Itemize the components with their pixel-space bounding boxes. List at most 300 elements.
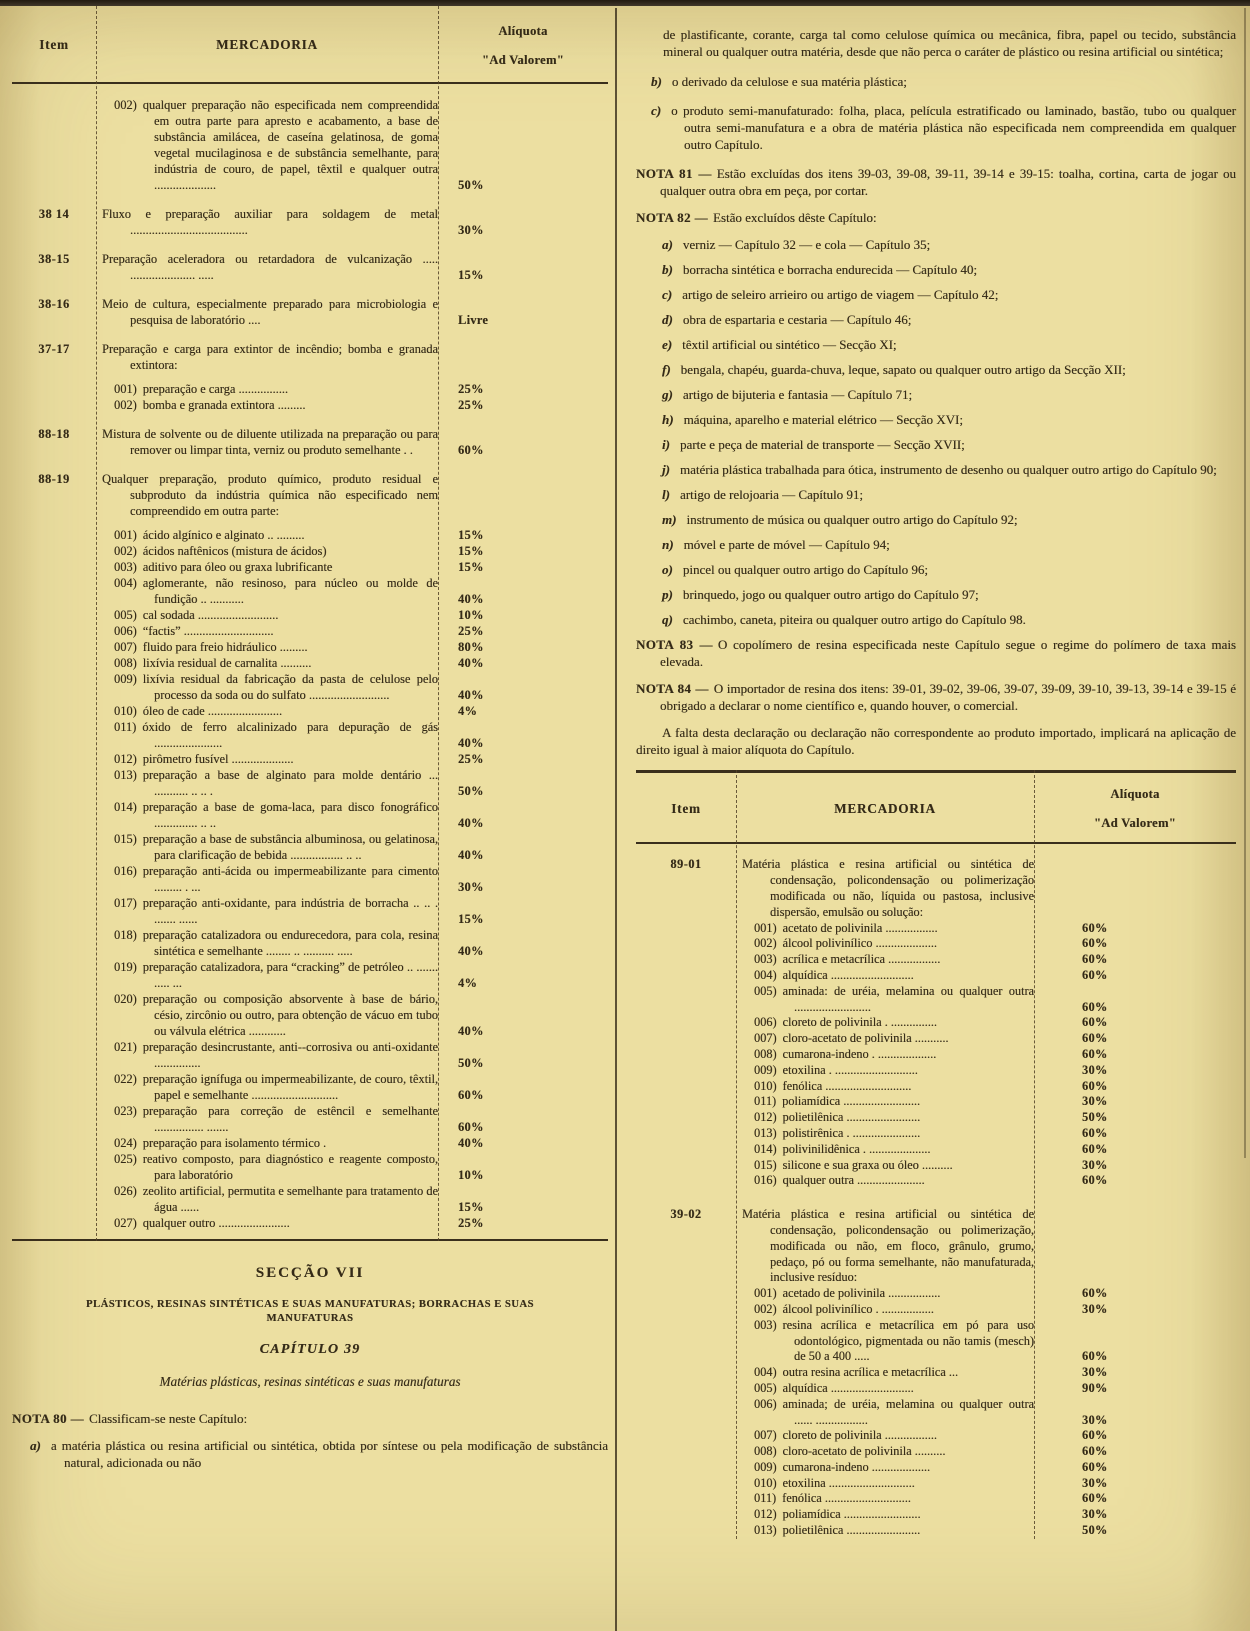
sub-item-code: 005) <box>754 983 777 998</box>
table-row <box>12 799 608 831</box>
table-row <box>12 527 608 543</box>
letter-item <box>636 261 1236 278</box>
letter-item <box>636 386 1236 403</box>
item-number <box>12 719 96 751</box>
rate-value: 60% <box>458 443 484 457</box>
merchandise-description <box>96 703 438 719</box>
letter-item <box>636 411 1236 428</box>
description-text: cloro-acetato de polivinila .......... <box>782 1444 946 1459</box>
item-number <box>636 984 736 1016</box>
table-row <box>12 671 608 703</box>
table-row <box>636 1381 1236 1397</box>
table-row <box>12 97 608 193</box>
description-text: cloro-acetato de polivinila ........... <box>782 1031 949 1046</box>
letter-item <box>636 236 1236 253</box>
letter-item <box>636 511 1236 528</box>
sub-item-code: 007) <box>114 640 137 654</box>
letter-marker: o) <box>662 562 673 578</box>
nota-82-text: Estão excluídos dêste Capítulo: <box>712 210 877 226</box>
description-text: zeolito artificial, permutita e semelhante para tratamento de água ...... <box>142 1184 438 1214</box>
rate-value: 60% <box>1082 1031 1108 1046</box>
letter-item <box>636 586 1236 603</box>
merchandise-description <box>96 296 438 328</box>
item-number <box>636 1428 736 1444</box>
table-row <box>636 1397 1236 1429</box>
item-number <box>12 1071 96 1103</box>
sub-item-code: 003) <box>754 1317 777 1332</box>
sub-item-code: 001) <box>114 382 137 396</box>
merchandise-description <box>736 1428 1034 1444</box>
header-item: Item <box>671 800 701 816</box>
table-row <box>12 559 608 575</box>
sub-item-code: 015) <box>754 1157 777 1172</box>
item-number: 89-01 <box>670 857 702 872</box>
item-number <box>636 1079 736 1095</box>
sub-item-code: 010) <box>754 1078 777 1093</box>
sub-item-code: 002) <box>114 98 137 112</box>
rate-value: 15% <box>458 912 484 926</box>
table-bottom-rule <box>12 1239 608 1241</box>
description-text: lixívia residual de carnalita .......... <box>142 656 312 670</box>
sub-item-code: 004) <box>754 1365 777 1380</box>
rate-value: 60% <box>1082 1015 1108 1030</box>
table-row <box>12 927 608 959</box>
description-text: preparação catalizadora, para “cracking” de petróleo .. ....... ..... ... <box>142 960 438 990</box>
table-row <box>636 1286 1236 1302</box>
letter-item <box>636 486 1236 503</box>
letter-text: máquina, aparelho e material elétrico — Secção XVI; <box>683 412 963 428</box>
letter-text: brinquedo, jogo ou qualquer outro artigo do Capítulo 97; <box>682 587 979 603</box>
merchandise-description <box>736 984 1034 1016</box>
sub-item-code: 005) <box>114 608 137 622</box>
merchandise-description <box>96 527 438 543</box>
sub-item-code: 027) <box>114 1216 137 1230</box>
table-row <box>12 991 608 1039</box>
nota-81 <box>636 165 1236 199</box>
item-number <box>636 1126 736 1142</box>
description-text: “factis” ............................. <box>142 624 274 638</box>
rate-value: 25% <box>458 1216 484 1230</box>
description-text: preparação ignífuga ou impermeabilizante, de couro, têxtil, papel e semelhante ............................ <box>142 1072 438 1102</box>
merchandise-description <box>96 671 438 703</box>
description-text: silicone e sua graxa ou óleo .......... <box>782 1157 953 1172</box>
description-text: Matéria plástica e resina artificial ou sintética de condensação, policondensação ou polimerização modificada ou não, líquida ou pastosa, inclusive dispersão, emulsão ou solução: <box>742 857 1034 919</box>
table-row <box>12 471 608 519</box>
letter-item <box>636 561 1236 578</box>
chapter-description: Matérias plásticas, resinas sintéticas e suas manufaturas <box>159 1374 461 1389</box>
rate-value: 4% <box>458 704 478 718</box>
table-row <box>636 1444 1236 1460</box>
letter-text: pincel ou qualquer outro artigo do Capítulo 96; <box>682 562 928 578</box>
description-text: preparação a base de alginato para molde dentário ... ........... .. .. . <box>142 768 438 798</box>
sub-item-code: 021) <box>114 1040 137 1054</box>
rate-value: 40% <box>458 1136 484 1150</box>
merchandise-description <box>96 206 438 238</box>
sub-item-code: 013) <box>754 1523 777 1538</box>
letter-item <box>636 436 1236 453</box>
sub-item-code: 018) <box>114 928 137 942</box>
sub-item-code: 007) <box>754 1031 777 1046</box>
nota-80-label: NOTA 80 — <box>12 1411 84 1426</box>
merchandise-description <box>96 575 438 607</box>
nota-82-letter-list <box>636 236 1236 628</box>
description-text: Preparação e carga para extintor de incêndio; bomba e granada extintora: <box>102 342 438 372</box>
merchandise-description <box>736 1444 1034 1460</box>
rate-value: 50% <box>1082 1110 1108 1125</box>
description-text: poliamídica ......................... <box>782 1507 921 1522</box>
header-item: Item <box>39 37 69 52</box>
letter-marker: f) <box>662 362 671 378</box>
table-row <box>636 1031 1236 1047</box>
sub-item-code: 024) <box>114 1136 137 1150</box>
rate-value: 60% <box>1082 936 1108 951</box>
section-block <box>12 1265 608 1471</box>
nota-81-text: Estão excluídas dos itens 39-03, 39-08, 39-11, 39-14 e 39-15: toalha, cortina, carta de jogar ou qualquer outra obra em peça, por cortar. <box>660 166 1236 199</box>
letter-marker: m) <box>662 512 677 528</box>
description-text: preparação e carga ................ <box>142 382 289 396</box>
sub-item-code: 011) <box>754 1094 777 1109</box>
merchandise-description <box>96 623 438 639</box>
description-text: Fluxo e preparação auxiliar para soldagem de metal ...................................... <box>102 207 438 237</box>
description-text: óleo de cade ........................ <box>142 704 283 718</box>
sub-item-code: 011) <box>754 1491 777 1506</box>
merchandise-description <box>736 1110 1034 1126</box>
merchandise-description <box>736 1365 1034 1381</box>
description-text: aminada: de uréia, melamina ou qualquer outra ......................... <box>782 983 1034 1014</box>
section-subtitle: PLÁSTICOS, RESINAS SINTÉTICAS E SUAS MANUFATURAS; BORRACHAS E SUAS MANUFATURAS <box>86 1299 534 1324</box>
table-row <box>636 1173 1236 1189</box>
merchandise-description <box>96 559 438 575</box>
description-text: cal sodada .......................... <box>142 608 279 622</box>
rate-value: 60% <box>458 1088 484 1102</box>
table-row <box>12 895 608 927</box>
sub-item-code: 012) <box>114 752 137 766</box>
table-row <box>636 921 1236 937</box>
item-number <box>636 1318 736 1365</box>
rate-value: 40% <box>458 816 484 830</box>
letter-marker: d) <box>662 312 673 328</box>
sub-item-code: 009) <box>114 672 137 686</box>
letter-item <box>636 461 1236 478</box>
table-row <box>636 1094 1236 1110</box>
nota-84-text: O importador de resina dos itens: 39-01, 39-02, 39-06, 39-07, 39-09, 39-10, 39-13, 39-14 e 39-15 é obrigado a declarar o nome científico e, quando houver, o comercial. <box>660 681 1236 714</box>
merchandise-description <box>96 1183 438 1215</box>
merchandise-description <box>736 936 1034 952</box>
merchandise-description <box>736 1126 1034 1142</box>
item-number: 37-17 <box>38 342 70 356</box>
merchandise-description <box>96 251 438 283</box>
rate-value: 60% <box>1082 1125 1108 1140</box>
merchandise-description <box>736 1079 1034 1095</box>
description-text: qualquer preparação não especificada nem compreendida em outra parte para apresto e acabamento, a base de substância amilácea, de caseína gelatinosa, de goma vegetal mucilaginosa e de substância semelhante, para indústria de couro, de papel, têxtil e qualquer outra .................... <box>142 98 438 192</box>
table-row <box>12 341 608 373</box>
table-row <box>12 831 608 863</box>
letter-marker: p) <box>662 587 673 603</box>
rate-value: Livre <box>458 313 489 327</box>
description-text: poliamídica ......................... <box>782 1094 921 1109</box>
item-number <box>12 959 96 991</box>
rate-value: 15% <box>458 528 484 542</box>
rate-value: 80% <box>458 640 484 654</box>
table-row <box>12 543 608 559</box>
rate-value: 60% <box>1082 999 1108 1014</box>
rate-value: 60% <box>1082 1459 1108 1474</box>
merchandise-description <box>736 1381 1034 1397</box>
description-text: fenólica ............................ <box>782 1491 911 1506</box>
letter-marker: b) <box>662 262 673 278</box>
description-text: preparação catalizadora ou endurecedora, para cola, resina sintética e semelhante ........ .. .......... ..... <box>142 928 438 958</box>
description-text: cloreto de polivinila . ............... <box>782 1015 937 1030</box>
table-row <box>12 863 608 895</box>
sub-item-code: 006) <box>754 1396 777 1411</box>
rate-value: 60% <box>1082 1444 1108 1459</box>
sub-item-code: 013) <box>114 768 137 782</box>
nota-80-text: Classificam-se neste Capítulo: <box>88 1411 248 1426</box>
rate-value: 60% <box>1082 1286 1108 1301</box>
merchandise-description <box>96 655 438 671</box>
description-text: ácidos naftênicos (mistura de ácidos) <box>142 544 327 558</box>
rate-value: 40% <box>458 1024 484 1038</box>
rate-value: 30% <box>1082 1157 1108 1172</box>
sub-item-code: 002) <box>114 544 137 558</box>
item-number <box>12 1135 96 1151</box>
letter-marker: b) <box>651 74 662 90</box>
item-number <box>636 1523 736 1539</box>
description-text: álcool polivinílico . ................. <box>782 1301 934 1316</box>
merchandise-description <box>96 397 438 413</box>
sub-item-code: 014) <box>754 1141 777 1156</box>
item-number <box>12 1215 96 1231</box>
top-letter-list <box>636 73 1236 153</box>
rate-value: 30% <box>1082 1301 1108 1316</box>
sub-item-code: 013) <box>754 1125 777 1140</box>
nota-84-label: NOTA 84 — <box>636 681 709 697</box>
table-row <box>12 1039 608 1071</box>
table-row <box>12 751 608 767</box>
letter-marker: a) <box>662 237 673 253</box>
rate-value: 10% <box>458 608 484 622</box>
merchandise-description <box>96 959 438 991</box>
merchandise-description <box>736 1507 1034 1523</box>
rate-value: 30% <box>1082 1365 1108 1380</box>
sub-item-code: 007) <box>754 1428 777 1443</box>
letter-text: cachimbo, caneta, piteira ou qualquer outro artigo do Capítulo 98. <box>682 612 1026 628</box>
description-text: aminada; de uréia, melamina ou qualquer outra ...... ................. <box>782 1396 1034 1427</box>
sub-item-code: 022) <box>114 1072 137 1086</box>
description-text: Mistura de solvente ou de diluente utilizada na preparação ou para remover ou limpar tinta, verniz ou produto semelhante . . <box>102 427 438 457</box>
table-row <box>636 1523 1236 1539</box>
rate-value: 15% <box>458 560 484 574</box>
header-mercadoria: MERCADORIA <box>834 800 936 816</box>
sub-item-code: 004) <box>114 576 137 590</box>
item-number <box>12 1183 96 1215</box>
letter-marker: g) <box>662 387 673 403</box>
table-row <box>12 1151 608 1183</box>
header-aliquota-line1: Alíquota <box>1110 787 1160 802</box>
description-text: cloreto de polivinila ................. <box>782 1428 937 1443</box>
description-text: cumarona-indeno ................... <box>782 1459 931 1474</box>
description-text: alquídica ........................... <box>782 1380 914 1395</box>
rate-value: 30% <box>1082 1094 1108 1109</box>
sub-item-code: 012) <box>754 1110 777 1125</box>
item-number <box>636 1047 736 1063</box>
letter-marker: n) <box>662 537 674 553</box>
item-number <box>12 543 96 559</box>
sub-item-code: 006) <box>754 1015 777 1030</box>
item-number <box>636 1015 736 1031</box>
description-text: pirômetro fusível .................... <box>142 752 294 766</box>
nota-83-label: NOTA 83 — <box>636 637 713 653</box>
table-row <box>636 1110 1236 1126</box>
rate-value: 30% <box>1082 1062 1108 1077</box>
description-text: acetado de polivinila ................. <box>782 1286 941 1301</box>
item-number <box>636 936 736 952</box>
letter-item <box>636 102 1236 153</box>
item-number <box>636 1142 736 1158</box>
merchandise-description <box>96 341 438 373</box>
letter-item <box>636 286 1236 303</box>
table-row <box>636 1079 1236 1095</box>
description-text: preparação ou composição absorvente à base de bário, césio, zircônio ou outro, para obtenção de vácuo em tubo ou válvula elétrica ............ <box>142 992 438 1038</box>
letter-marker: e) <box>662 337 673 353</box>
item-number <box>636 921 736 937</box>
letter-text: parte e peça de material de transporte — Secção XVII; <box>679 437 965 453</box>
nota-82-label: NOTA 82 — <box>636 210 708 226</box>
table-row <box>12 959 608 991</box>
description-text: preparação para isolamento térmico . <box>142 1136 327 1150</box>
nota-83-text: O copolímero de resina especificada neste Capítulo segue o regime do polímero de taxa mais elevada. <box>660 637 1236 670</box>
item-number <box>12 863 96 895</box>
letter-text: verniz — Capítulo 32 — e cola — Capítulo 35; <box>682 237 931 253</box>
item-number <box>636 1460 736 1476</box>
right-column <box>636 6 1236 1539</box>
description-text: acrílica e metacrílica ................. <box>782 952 941 967</box>
sub-item-code: 011) <box>114 720 137 734</box>
table-body <box>636 857 1236 1538</box>
sub-item-code: 010) <box>754 1475 777 1490</box>
merchandise-description <box>96 471 438 519</box>
table-row <box>636 1302 1236 1318</box>
description-text: Qualquer preparação, produto químico, produto residual e subproduto da indústria química não especificado nem compreendido em outra parte: <box>102 472 438 518</box>
letter-marker: q) <box>662 612 673 628</box>
sub-item-code: 003) <box>754 952 777 967</box>
letter-item <box>636 311 1236 328</box>
sub-item-code: 002) <box>754 936 777 951</box>
letter-marker: i) <box>662 437 670 453</box>
rate-value: 50% <box>458 1056 484 1070</box>
table-row <box>12 381 608 397</box>
rate-value: 60% <box>1082 1046 1108 1061</box>
table-row <box>636 936 1236 952</box>
item-number <box>12 1151 96 1183</box>
letter-item <box>636 361 1236 378</box>
merchandise-description <box>736 1158 1034 1174</box>
table-row <box>12 639 608 655</box>
item-number <box>12 895 96 927</box>
table-row <box>636 857 1236 920</box>
rate-value: 25% <box>458 382 484 396</box>
description-text: preparação para correção de estêncil e semelhante ................ ....... <box>142 1104 438 1134</box>
description-text: outra resina acrílica e metacrílica ... <box>782 1365 959 1380</box>
description-text: aglomerante, não resinoso, para núcleo ou molde de fundição .. ........... <box>142 576 438 606</box>
sub-item-code: 008) <box>754 1444 777 1459</box>
table-row <box>12 719 608 751</box>
rate-value: 40% <box>458 848 484 862</box>
sub-item-code: 020) <box>114 992 137 1006</box>
rate-value: 15% <box>458 544 484 558</box>
table-row <box>636 1476 1236 1492</box>
description-text: Matéria plástica e resina artificial ou sintética de condensação, policondensação ou polimerização, modificada ou não, em floco, grânulo, grumo, pedaço, pó ou forma semelhante, não manufaturada, inclusive resíduo: <box>742 1207 1034 1285</box>
description-text: preparação anti-oxidante, para indústria de borracha .. .. . ....... ...... <box>142 896 438 926</box>
sub-item-code: 015) <box>114 832 137 846</box>
merchandise-description <box>96 927 438 959</box>
item-number <box>12 527 96 543</box>
item-number <box>12 767 96 799</box>
merchandise-description <box>96 767 438 799</box>
table-row <box>636 984 1236 1016</box>
merchandise-description <box>736 1318 1034 1365</box>
header-aliquota-line1: Alíquota <box>498 23 548 38</box>
description-text: qualquer outro ....................... <box>142 1216 290 1230</box>
description-text: Meio de cultura, especialmente preparado para microbiologia e pesquisa de laboratório .... <box>102 297 438 327</box>
table-row <box>636 952 1236 968</box>
description-text: álcool polivinílico .................... <box>782 936 937 951</box>
rate-value: 60% <box>458 1120 484 1134</box>
item-number: 38-15 <box>38 252 70 266</box>
sub-item-code: 005) <box>754 1380 777 1395</box>
rate-value: 60% <box>1082 1349 1108 1364</box>
sub-item-code: 026) <box>114 1184 137 1198</box>
rate-value: 50% <box>1082 1523 1108 1538</box>
item-number <box>636 968 736 984</box>
item-number <box>636 1173 736 1189</box>
item-number <box>636 1365 736 1381</box>
item-number <box>12 397 96 413</box>
merchandise-description <box>736 1523 1034 1539</box>
rate-value: 25% <box>458 752 484 766</box>
item-number: 88-19 <box>38 472 70 486</box>
description-text: fenólica ............................ <box>782 1078 912 1093</box>
description-text: Preparação aceleradora ou retardadora de vulcanização ..... ..................... ..... <box>102 252 438 282</box>
letter-text: obra de espartaria e cestaria — Capítulo 46; <box>682 312 912 328</box>
rate-value: 30% <box>1082 1412 1108 1427</box>
item-number <box>12 991 96 1039</box>
rate-value: 15% <box>458 1200 484 1214</box>
merchandise-description <box>96 1103 438 1135</box>
merchandise-description <box>96 991 438 1039</box>
table-row <box>636 1207 1236 1286</box>
merchandise-description <box>736 1286 1034 1302</box>
table-row <box>12 623 608 639</box>
item-number <box>12 927 96 959</box>
rate-value: 10% <box>458 1168 484 1182</box>
letter-text: o produto semi-manufaturado: folha, placa, película estratificado ou laminado, bastão, tubo ou qualquer outra semi-manufatura e a obra de matéria plástica não especificada nem compreendida em qualquer outro Capítulo. <box>671 103 1236 153</box>
sub-item-code: 008) <box>114 656 137 670</box>
letter-text: o derivado da celulose e sua matéria plástica; <box>671 74 907 90</box>
item-number <box>636 1031 736 1047</box>
nota-80 <box>12 1410 608 1427</box>
page-right-edge-line <box>1244 8 1246 1158</box>
merchandise-description <box>736 1047 1034 1063</box>
table-row <box>636 1047 1236 1063</box>
merchandise-description <box>736 857 1034 920</box>
sub-item-code: 001) <box>754 1286 777 1301</box>
chapter-title: CAPÍTULO 39 <box>259 1342 361 1357</box>
description-text: qualquer outra ...................... <box>782 1173 925 1188</box>
rate-value: 30% <box>458 880 484 894</box>
merchandise-description <box>736 1173 1034 1189</box>
item-number <box>636 1397 736 1429</box>
